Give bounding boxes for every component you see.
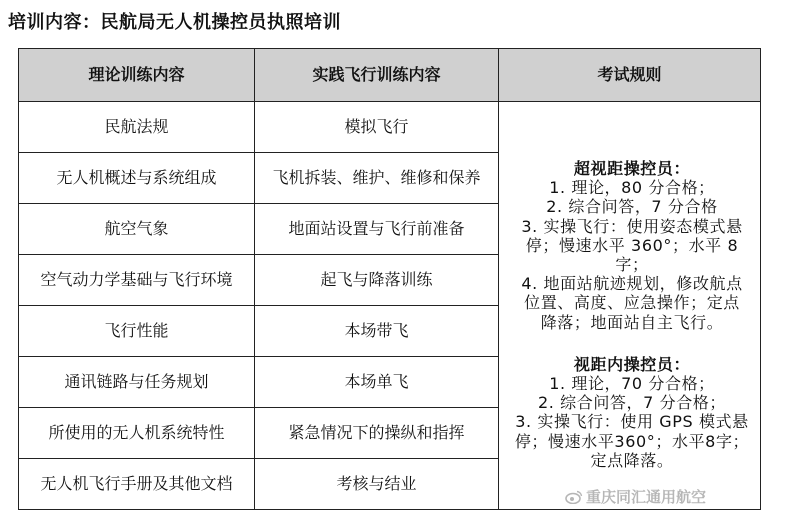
theory-cell: 飞行性能 — [19, 306, 255, 357]
header-theory: 理论训练内容 — [19, 49, 255, 102]
watermark — [565, 486, 706, 507]
practice-cell: 飞机拆装、维护、维修和保养 — [255, 153, 499, 204]
vlos-title: 视距内操控员： — [573, 354, 691, 374]
exam-rules-cell — [499, 102, 761, 510]
theory-cell: 无人机飞行手册及其他文档 — [19, 459, 255, 510]
page-title: 培训内容：民航局无人机操控员执照培训 — [8, 12, 341, 33]
training-table — [18, 48, 761, 510]
header-practice: 实践飞行训练内容 — [255, 49, 499, 102]
bvlos-line: 1. 理论，80 分合格； — [549, 178, 715, 198]
practice-cell: 紧急情况下的操纵和指挥 — [255, 408, 499, 459]
practice-cell: 本场单飞 — [255, 357, 499, 408]
practice-cell: 地面站设置与飞行前准备 — [255, 204, 499, 255]
bvlos-line: 位置、高度、应急操作；定点 — [524, 293, 740, 313]
vlos-line: 1. 理论，70 分合格； — [549, 373, 715, 393]
vlos-line: 停；慢速水平360°；水平8字； — [514, 431, 750, 451]
bvlos-line: 4. 地面站航迹规划，修改航点 — [521, 274, 743, 294]
vlos-line: 3. 实操飞行：使用 GPS 模式悬 — [515, 412, 749, 432]
table-header-row — [19, 49, 761, 102]
header-exam-rules: 考试规则 — [499, 49, 761, 102]
bvlos-title: 超视距操控员： — [573, 159, 691, 179]
practice-cell: 起飞与降落训练 — [255, 255, 499, 306]
table-row — [19, 102, 761, 153]
bvlos-line: 2. 综合问答，7 分合格 — [546, 197, 718, 217]
vlos-line: 定点降落。 — [590, 450, 674, 470]
theory-cell: 通讯链路与任务规划 — [19, 357, 255, 408]
rules-spacer — [506, 332, 758, 355]
practice-cell: 模拟飞行 — [255, 102, 499, 153]
bvlos-line: 降落；地面站自主飞行。 — [540, 312, 724, 332]
weibo-icon — [565, 490, 583, 504]
theory-cell: 航空气象 — [19, 204, 255, 255]
theory-cell: 民航法规 — [19, 102, 255, 153]
bvlos-line: 3. 实操飞行：使用姿态模式悬 — [521, 216, 743, 236]
bvlos-line: 字； — [615, 255, 649, 275]
vlos-line: 2. 综合问答，7 分合格； — [537, 393, 727, 413]
theory-cell: 空气动力学基础与飞行环境 — [19, 255, 255, 306]
practice-cell: 本场带飞 — [255, 306, 499, 357]
watermark-text: 重庆同汇通用航空 — [586, 488, 707, 506]
practice-cell: 考核与结业 — [255, 459, 499, 510]
bvlos-line: 停；慢速水平 360°；水平 8 — [525, 235, 739, 255]
theory-cell: 所使用的无人机系统特性 — [19, 408, 255, 459]
theory-cell: 无人机概述与系统组成 — [19, 153, 255, 204]
